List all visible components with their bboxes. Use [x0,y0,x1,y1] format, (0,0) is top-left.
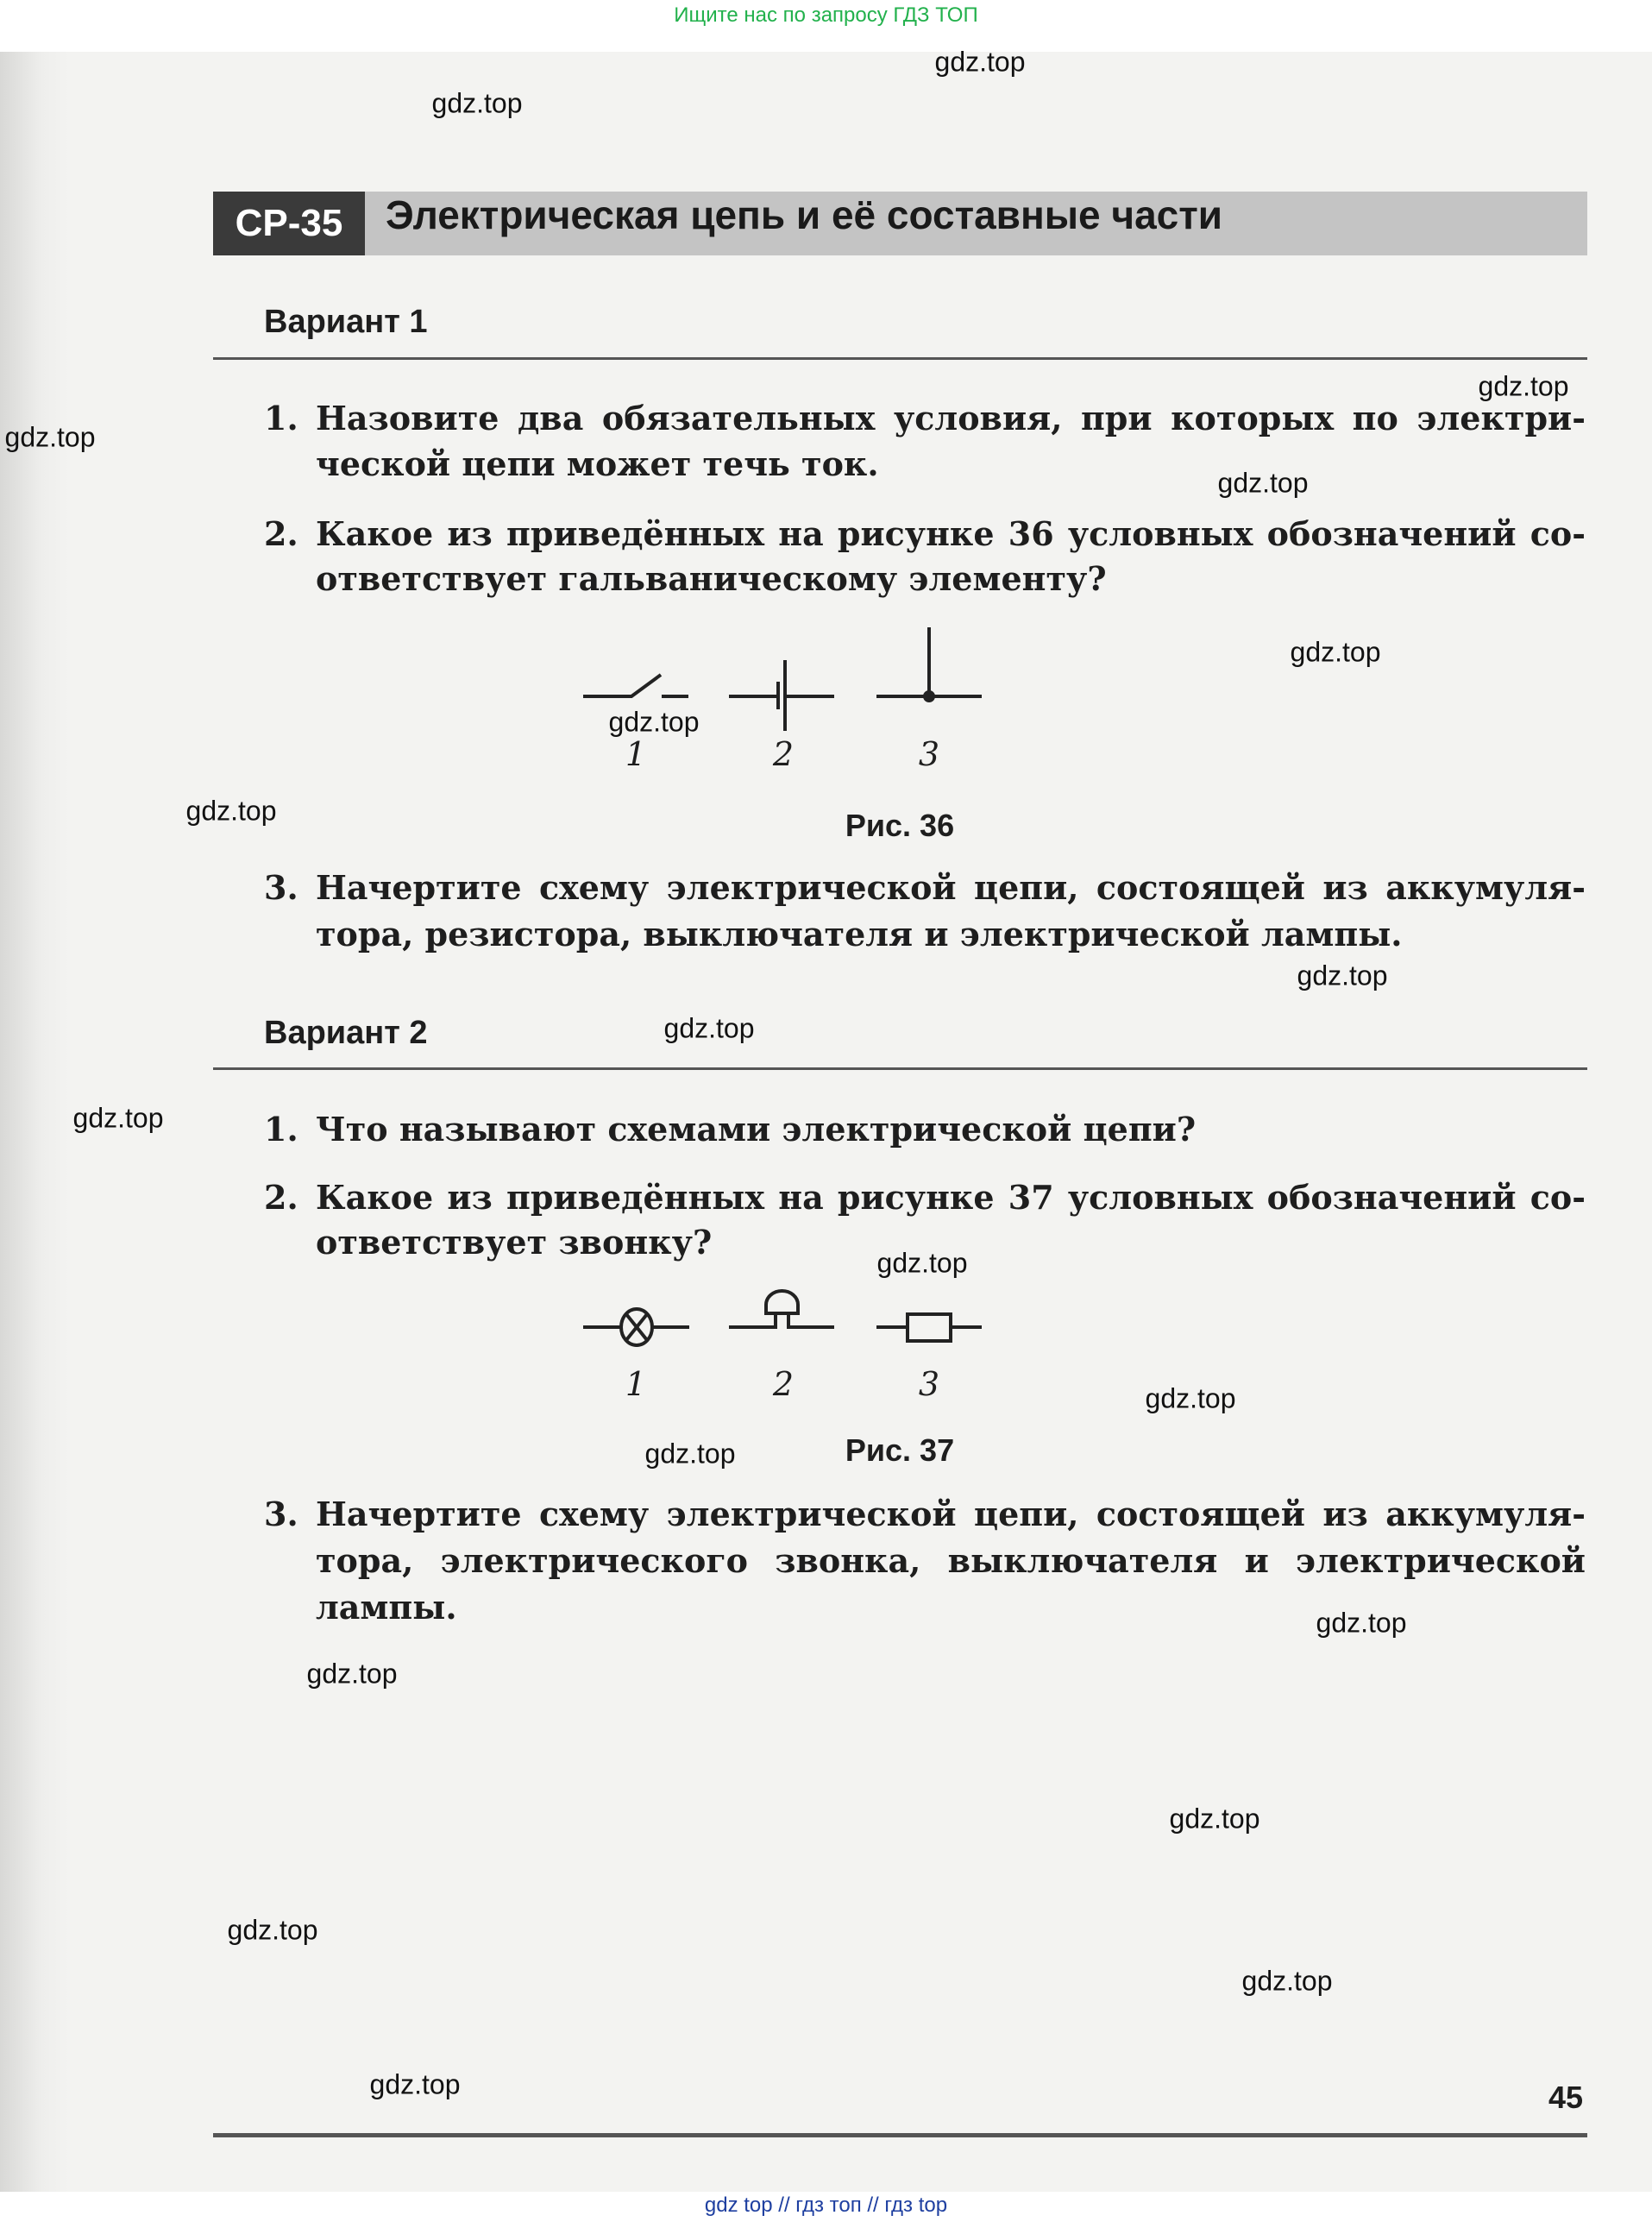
watermark: gdz.top [72,1102,164,1134]
wire-junction-symbol [876,627,982,701]
variant-1-title: Вариант 1 [264,304,428,340]
section-code: СР-35 [213,192,365,255]
resistor-symbol [876,1314,982,1341]
watermark: gdz.top [1145,1382,1236,1414]
section-title: Электрическая цепь и её составные части [386,192,1223,237]
page-number: 45 [1548,2080,1584,2115]
watermark: gdz.top [306,1658,398,1690]
figure-caption: Рис. 37 [845,1432,955,1468]
watermark: gdz.top [934,46,1026,78]
question-number: 2. [264,1178,298,1217]
question-text: Что называют схемами электрической цепи? [316,1110,1197,1149]
question-number: 3. [264,868,298,907]
question-text: ческой цепи может течь ток. [316,444,879,483]
figure-label: 3 [918,1365,940,1403]
question-text: Назовите два обязательных условия, при которых по электри- [316,399,1586,437]
watermark: gdz.top [663,1012,755,1044]
bell-symbol [729,1291,834,1327]
top-banner-text: Ищите нас по запросу ГДЗ ТОП [674,3,978,27]
figure-label: 3 [918,735,940,773]
question-text: ответствует звонку? [316,1223,713,1262]
question-text: тора, электрического звонка, выключателя и электрической [316,1541,1586,1580]
question-text: Какое из приведённых на рисунке 36 условных обозначений со- [316,514,1586,553]
question-text: Какое из приведённых на рисунке 37 условных обозначений со- [316,1178,1586,1217]
figure-label: 1 [625,1365,647,1403]
watermark: gdz.top [369,2068,461,2100]
watermark: gdz.top [1241,1965,1333,1997]
watermark: gdz.top [431,87,523,119]
question-text: Начертите схему электрической цепи, состоящей из аккумуля- [316,868,1586,907]
watermark: gdz.top [1478,370,1569,402]
watermark: gdz.top [608,706,700,738]
question-text: Начертите схему электрической цепи, состоящей из аккумуля- [316,1495,1586,1533]
watermark: gdz.top [1169,1803,1260,1835]
watermark: gdz.top [185,795,277,827]
watermark: gdz.top [1217,467,1309,499]
watermark: gdz.top [4,421,96,453]
figure-label: 2 [772,1365,795,1403]
question-text: лампы. [316,1588,457,1627]
galvanic-cell-symbol [729,660,834,731]
switch-symbol [583,675,688,696]
watermark: gdz.top [1290,636,1381,668]
question-number: 1. [264,1110,298,1149]
watermark: gdz.top [227,1914,318,1946]
watermark: gdz.top [1316,1607,1407,1639]
bottom-banner-text: gdz top // гдз топ // гдз top [704,2193,948,2217]
question-number: 3. [264,1495,298,1533]
question-text: тора, резистора, выключателя и электрической лампы. [316,915,1403,954]
figure-caption: Рис. 36 [845,808,955,843]
question-number: 1. [264,399,298,437]
question-text: ответствует гальваническому элементу? [316,559,1107,598]
figure-label: 1 [625,735,647,773]
watermark: gdz.top [876,1247,968,1279]
variant-2-title: Вариант 2 [264,1015,428,1051]
figure-label: 2 [772,735,795,773]
lamp-symbol [583,1309,689,1345]
watermark: gdz.top [1297,960,1388,991]
question-number: 2. [264,514,298,553]
watermark: gdz.top [644,1438,736,1470]
